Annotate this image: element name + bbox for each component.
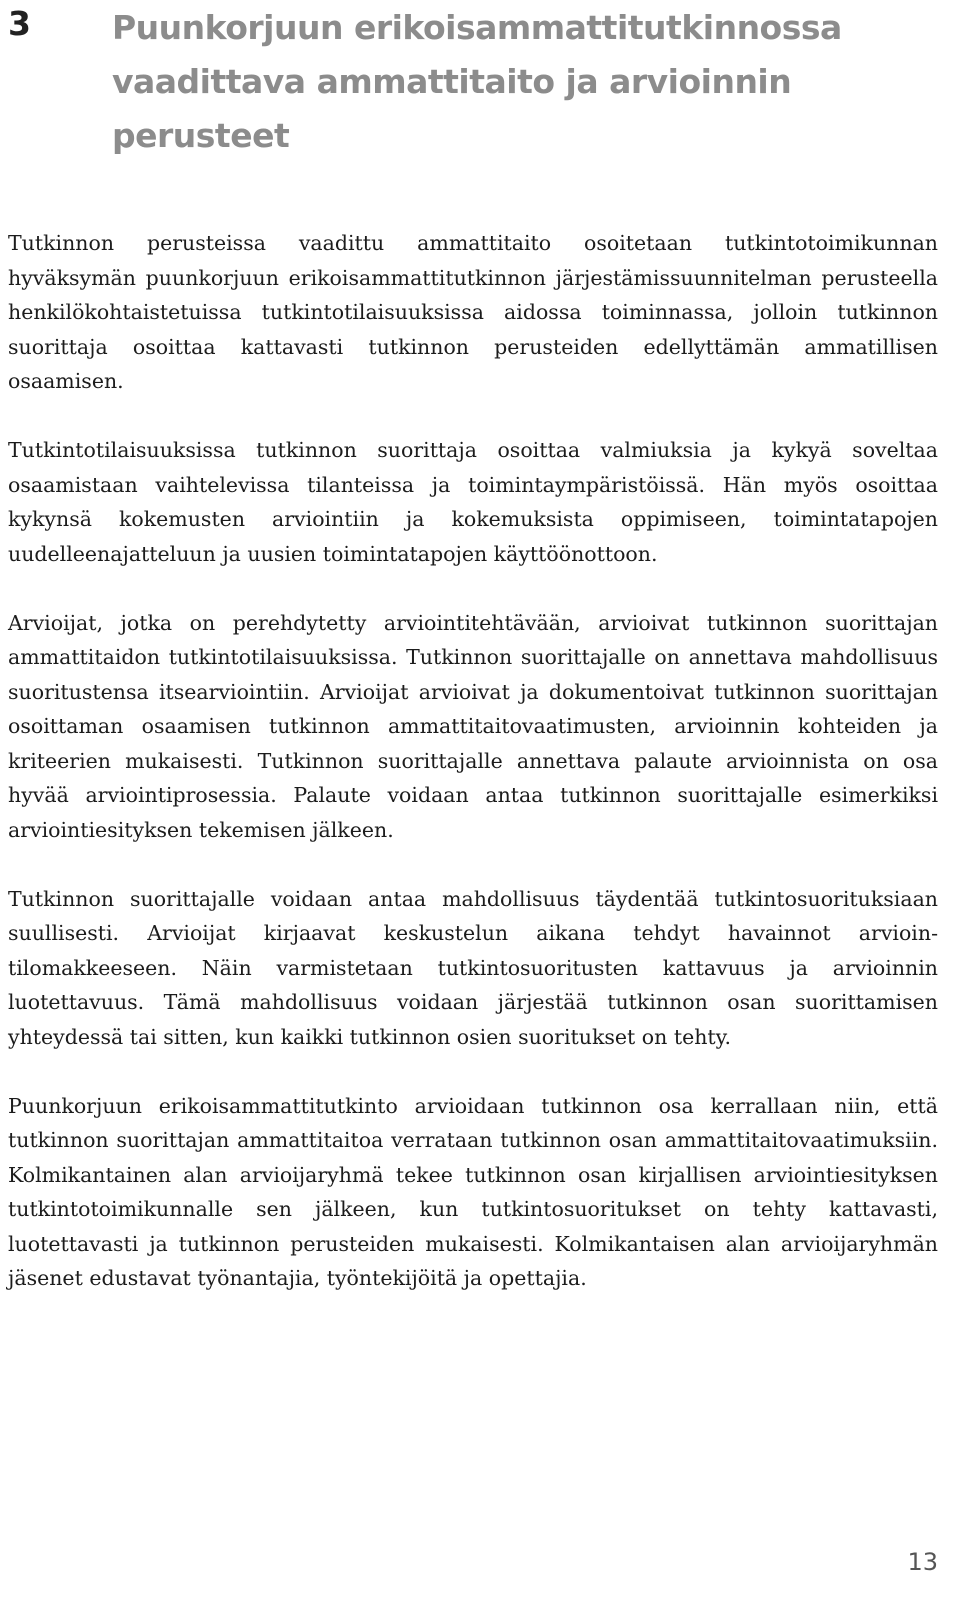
chapter-title: Puunkorjuun erikoisammattitutkinnossa vaadittava ammattitaito ja arvioinnin perusteet	[112, 8, 842, 155]
paragraph: Tutkinnon suorittajalle voidaan antaa mahdollisuus täydentää tutkintosuorituksiaan suullisesti. Arvioijat kirjaavat keskustelun aikana tehdyt havainnot arviointilomakkeeseen. Näin varmistetaan tutkintosuoritusten kattavuus ja arvioinnin luotettavuus. Tämä mahdollisuus voidaan järjestää tutkinnon osan suorittamisen yhteydessä tai sitten, kun kaikki tutkinnon osien suoritukset on tehty.	[8, 886, 938, 1049]
paragraph: Arvioijat, jotka on perehdytetty arviointitehtävään, arvioivat tutkinnon suorittajan ammattitaidon tutkintotilaisuuksissa. Tutkinnon suorittajalle on annettava mahdollisuus suoritustensa itsearviointiin. Arvioijat arvioivat ja dokumentoivat tutkinnon suorittajan osoittaman osaamisen tutkinnon ammattitaitovaatimusten, arvioinnin kohteiden ja kriteerien mukaisesti. Tutkinnon suorittajalle annettava palaute arvioinnista on osa hyvää arviointiprosessia. Palaute voidaan antaa tutkinnon suorittajalle esimerkiksi arviointiesityksen tekemisen jälkeen.	[8, 610, 938, 842]
paragraph: Tutkinnon perusteissa vaadittu ammattitaito osoitetaan tutkintotoimikunnan hyväksymän puunkorjuun erikoisammattitutkinnon järjestämissuunnitelman perusteella henkilökohtaistetuissa tutkintotilaisuuksissa aidossa toiminnassa, jolloin tutkinnon suorittaja osoittaa kattavasti tutkinnon perusteiden edellyttämän ammatillisen osaamisen.	[8, 231, 938, 393]
chapter-number: 3	[8, 4, 31, 43]
body-text	[8, 226, 938, 1330]
paragraph: Puunkorjuun erikoisammattitutkinto arvioidaan tutkinnon osa kerrallaan niin, että tutkinnon suorittajan ammattitaitoa verrataan tutkinnon osan ammattitaitovaatimuksiin. Kolmikantainen alan arvioijaryhmä tekee tutkinnon osan kirjallisen arviointiesityksen tutkintotoimikunnalle sen jälkeen, kun tutkintosuoritukset on tehty kattavasti, luotettavasti ja tutkinnon perusteiden mukaisesti. Kolmikantaisen alan arvioijaryhmän jäsenet edustavat työnantajia, työntekijöitä ja opettajia.	[8, 1093, 938, 1290]
page-number: 13	[907, 1548, 938, 1576]
paragraph: Tutkintotilaisuuksissa tutkinnon suorittaja osoittaa valmiuksia ja kykyä soveltaa osaamistaan vaihtelevissa tilanteissa ja toimintaympäristöissä. Hän myös osoittaa kykynsä kokemusten arviointiin ja kokemuksista oppimiseen, toimintatapojen uudelleenajatteluun ja uusien toimintatapojen käyttöönottoon.	[8, 438, 938, 566]
